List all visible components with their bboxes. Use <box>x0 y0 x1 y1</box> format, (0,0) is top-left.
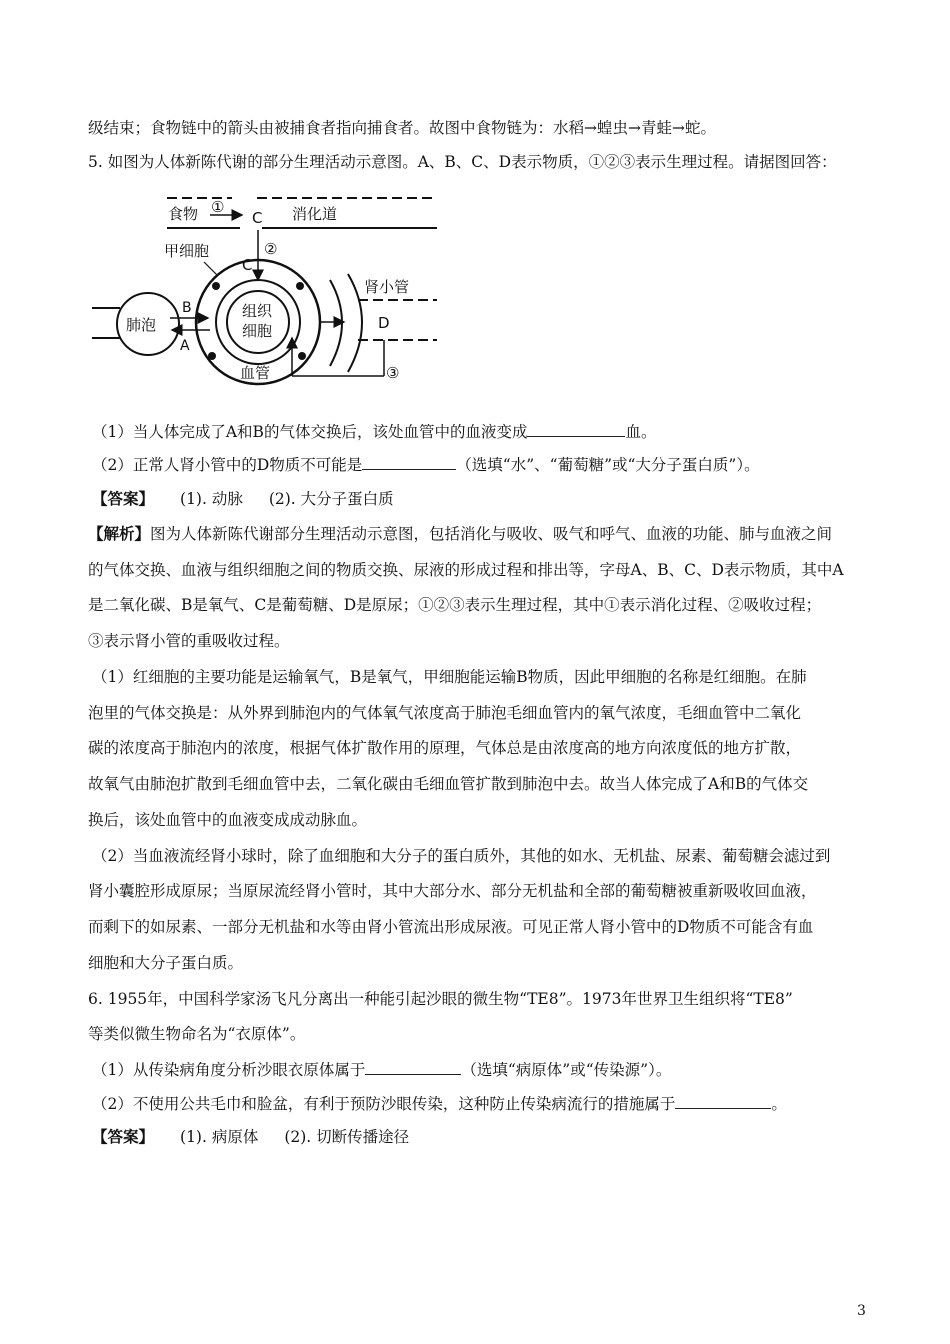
question-6-stem-l1: 6. 1955年，中国科学家汤飞凡分离出一种能引起沙眼的微生物“TE8”。1973年世界卫生组织将“TE8” <box>88 990 793 1008</box>
answer-blank <box>362 455 456 470</box>
question-6-stem-l2: 等类似微生物命名为“衣原体”。 <box>88 1025 306 1043</box>
process-2-marker: ② <box>264 240 278 258</box>
q5-p2-l4: 细胞和大分子蛋白质。 <box>88 954 244 972</box>
q5-p1-l4: 故氧气由肺泡扩散到毛细血管中去，二氧化碳由毛细血管扩散到肺泡中去。故当人体完成了A和B的气体交 <box>88 775 809 793</box>
food-label: 食物 <box>168 205 199 223</box>
c-top-label: C <box>252 209 263 227</box>
q5-p2-l1: （2）当血液流经肾小球时，除了血细胞和大分子的蛋白质外，其他的如水、无机盐、尿素、葡萄糖会滤过到 <box>92 847 831 865</box>
question-5-stem: 5. 如图为人体新陈代谢的部分生理活动示意图。A、B、C、D表示物质，①②③表示生理过程。请据图回答： <box>88 153 837 171</box>
q6-answer: 【答案】 (1). 病原体 (2). 切断传播途径 <box>92 1127 410 1146</box>
a-label: A <box>180 338 190 354</box>
cell-jia-label: 甲细胞 <box>164 242 210 260</box>
q5-p2-l3: 而剩下的如尿素、一部分无机盐和水等由肾小管流出形成尿液。可见正常人肾小管中的D物质不可能含有血 <box>88 918 814 936</box>
answer-blank <box>675 1094 771 1109</box>
d-label: D <box>378 314 390 332</box>
answer-blank <box>365 1060 461 1075</box>
digestive-tract-label: 消化道 <box>292 205 338 223</box>
process-3-marker: ③ <box>386 364 400 382</box>
alveolus-label: 肺泡 <box>126 316 157 334</box>
answer-blank <box>527 422 625 437</box>
process-1-marker: ① <box>211 198 225 216</box>
q5-analysis-l2: 的气体交换、血液与组织细胞之间的物质交换、尿液的形成过程和排出等，字母A、B、C、D表示物质，其中A <box>88 561 844 579</box>
q5-p2-l2: 肾小囊腔形成原尿；当原尿流经肾小管时，其中大部分水、部分无机盐和全部的葡萄糖被重新吸收回血液， <box>88 882 817 900</box>
tissue-label-2: 细胞 <box>242 322 273 340</box>
q6-sub1: （1）从传染病角度分析沙眼衣原体属于 （选填“病原体”或“传染源”）。 <box>92 1061 672 1079</box>
q5-p1-l2: 泡里的气体交换是：从外界到肺泡内的气体氧气浓度高于肺泡毛细血管内的氧气浓度，毛细血管中二氧化 <box>88 704 802 722</box>
tubule-label: 肾小管 <box>364 278 410 296</box>
q5-p1-l1: （1）红细胞的主要功能是运输氧气，B是氧气，甲细胞能运输B物质，因此甲细胞的名称是红细胞。在肺 <box>92 668 807 686</box>
q5-sub1: （1）当人体完成了A和B的气体交换后，该处血管中的血液变成 血。 <box>92 423 657 441</box>
page-number: 3 <box>857 1303 866 1319</box>
q6-sub2: （2）不使用公共毛巾和脸盆，有利于预防沙眼传染，这种防止传染病流行的措施属于 。 <box>92 1095 787 1113</box>
q5-answer: 【答案】 (1). 动脉 (2). 大分子蛋白质 <box>92 489 394 508</box>
q5-p1-l3: 碳的浓度高于肺泡内的浓度，根据气体扩散作用的原理，气体总是由浓度高的地方向浓度低的地方扩散， <box>88 739 802 757</box>
q5-analysis-l4: ③表示肾小管的重吸收过程。 <box>88 632 290 650</box>
tissue-label-1: 组织 <box>242 302 273 320</box>
q5-sub2: （2）正常人肾小管中的D物质不可能是 （选填“水”、“葡萄糖”或“大分子蛋白质”）。 <box>92 456 760 474</box>
q5-p1-l5: 换后，该处血管中的血液变成成动脉血。 <box>88 811 368 829</box>
blood-vessel-label: 血管 <box>240 364 271 382</box>
text-line: 级结束；食物链中的箭头由被捕食者指向捕食者。故图中食物链为：水稻→蝗虫→青蛙→蛇。 <box>88 119 716 137</box>
q5-analysis-l1: 【解析】图为人体新陈代谢部分生理活动示意图，包括消化与吸收、吸气和呼气、血液的功能、肺与血液之间 <box>88 524 833 543</box>
q5-analysis-l3: 是二氧化碳、B是氧气、C是葡萄糖、D是原尿；①②③表示生理过程，其中①表示消化过程、②吸收过程； <box>88 596 822 614</box>
c-mid-label: C <box>242 256 253 274</box>
metabolism-diagram <box>92 188 437 400</box>
b-label: B <box>182 300 192 316</box>
